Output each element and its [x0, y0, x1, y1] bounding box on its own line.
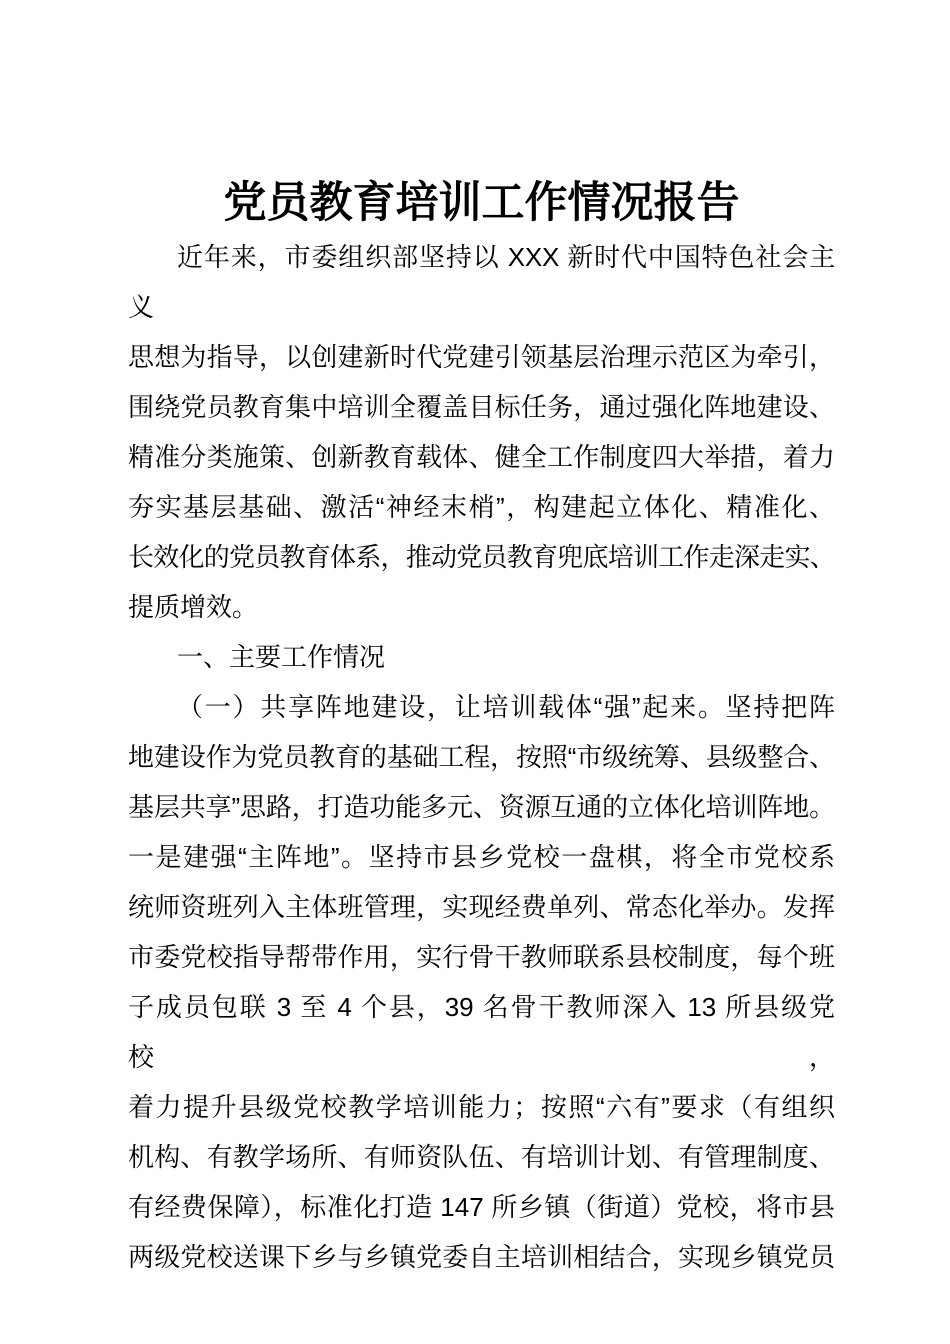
document-body — [128, 232, 835, 1282]
section-heading — [128, 632, 835, 682]
text-line: 长效化的党员教育体系，推动党员教育兜底培训工作走深走实、 — [128, 542, 836, 572]
text-line: 市委党校指导帮带作用，实行骨干教师联系县校制度，每个班 — [128, 942, 835, 972]
text-line: 近年来，市委组织部坚持以 XXX 新时代中国特色社会主义 — [128, 242, 835, 322]
text-line: （一）共享阵地建设，让培训载体“强”起来。坚持把阵 — [177, 692, 835, 722]
paragraph — [128, 682, 835, 1282]
text-line: 一是建强“主阵地”。坚持市县乡党校一盘棋，将全市党校系 — [128, 842, 835, 872]
paragraph — [128, 232, 835, 632]
text-line: 机构、有教学场所、有师资队伍、有培训计划、有管理制度、 — [128, 1142, 835, 1172]
text-line: 夯实基层基础、激活“神经末梢”，构建起立体化、精准化、 — [128, 492, 835, 522]
document-content — [128, 175, 835, 1282]
text-line: 有经费保障），标准化打造 147 所乡镇（街道）党校，将市县 — [128, 1192, 835, 1222]
text-line: 两级党校送课下乡与乡镇党委自主培训相结合，实现乡镇党员 — [128, 1242, 835, 1272]
text-line: 精准分类施策、创新教育载体、健全工作制度四大举措，着力 — [128, 442, 835, 472]
text-line: 思想为指导，以创建新时代党建引领基层治理示范区为牵引， — [128, 342, 835, 372]
text-line: 围绕党员教育集中培训全覆盖目标任务，通过强化阵地建设、 — [128, 392, 835, 422]
text-line: 着力提升县级党校教学培训能力；按照“六有”要求（有组织 — [128, 1092, 835, 1122]
text-line: 子成员包联 3 至 4 个县，39 名骨干教师深入 13 所县级党校， — [128, 992, 835, 1072]
text-line: 地建设作为党员教育的基础工程，按照“市级统筹、县级整合、 — [128, 742, 835, 772]
text-line: 提质增效。 — [128, 592, 259, 622]
text-line: 基层共享”思路，打造功能多元、资源互通的立体化培训阵地。 — [128, 792, 835, 822]
text-line: 统师资班列入主体班管理，实现经费单列、常态化举办。发挥 — [128, 892, 835, 922]
text-line: 一、主要工作情况 — [177, 642, 386, 672]
document-title: 党员教育培训工作情况报告 — [223, 180, 740, 227]
